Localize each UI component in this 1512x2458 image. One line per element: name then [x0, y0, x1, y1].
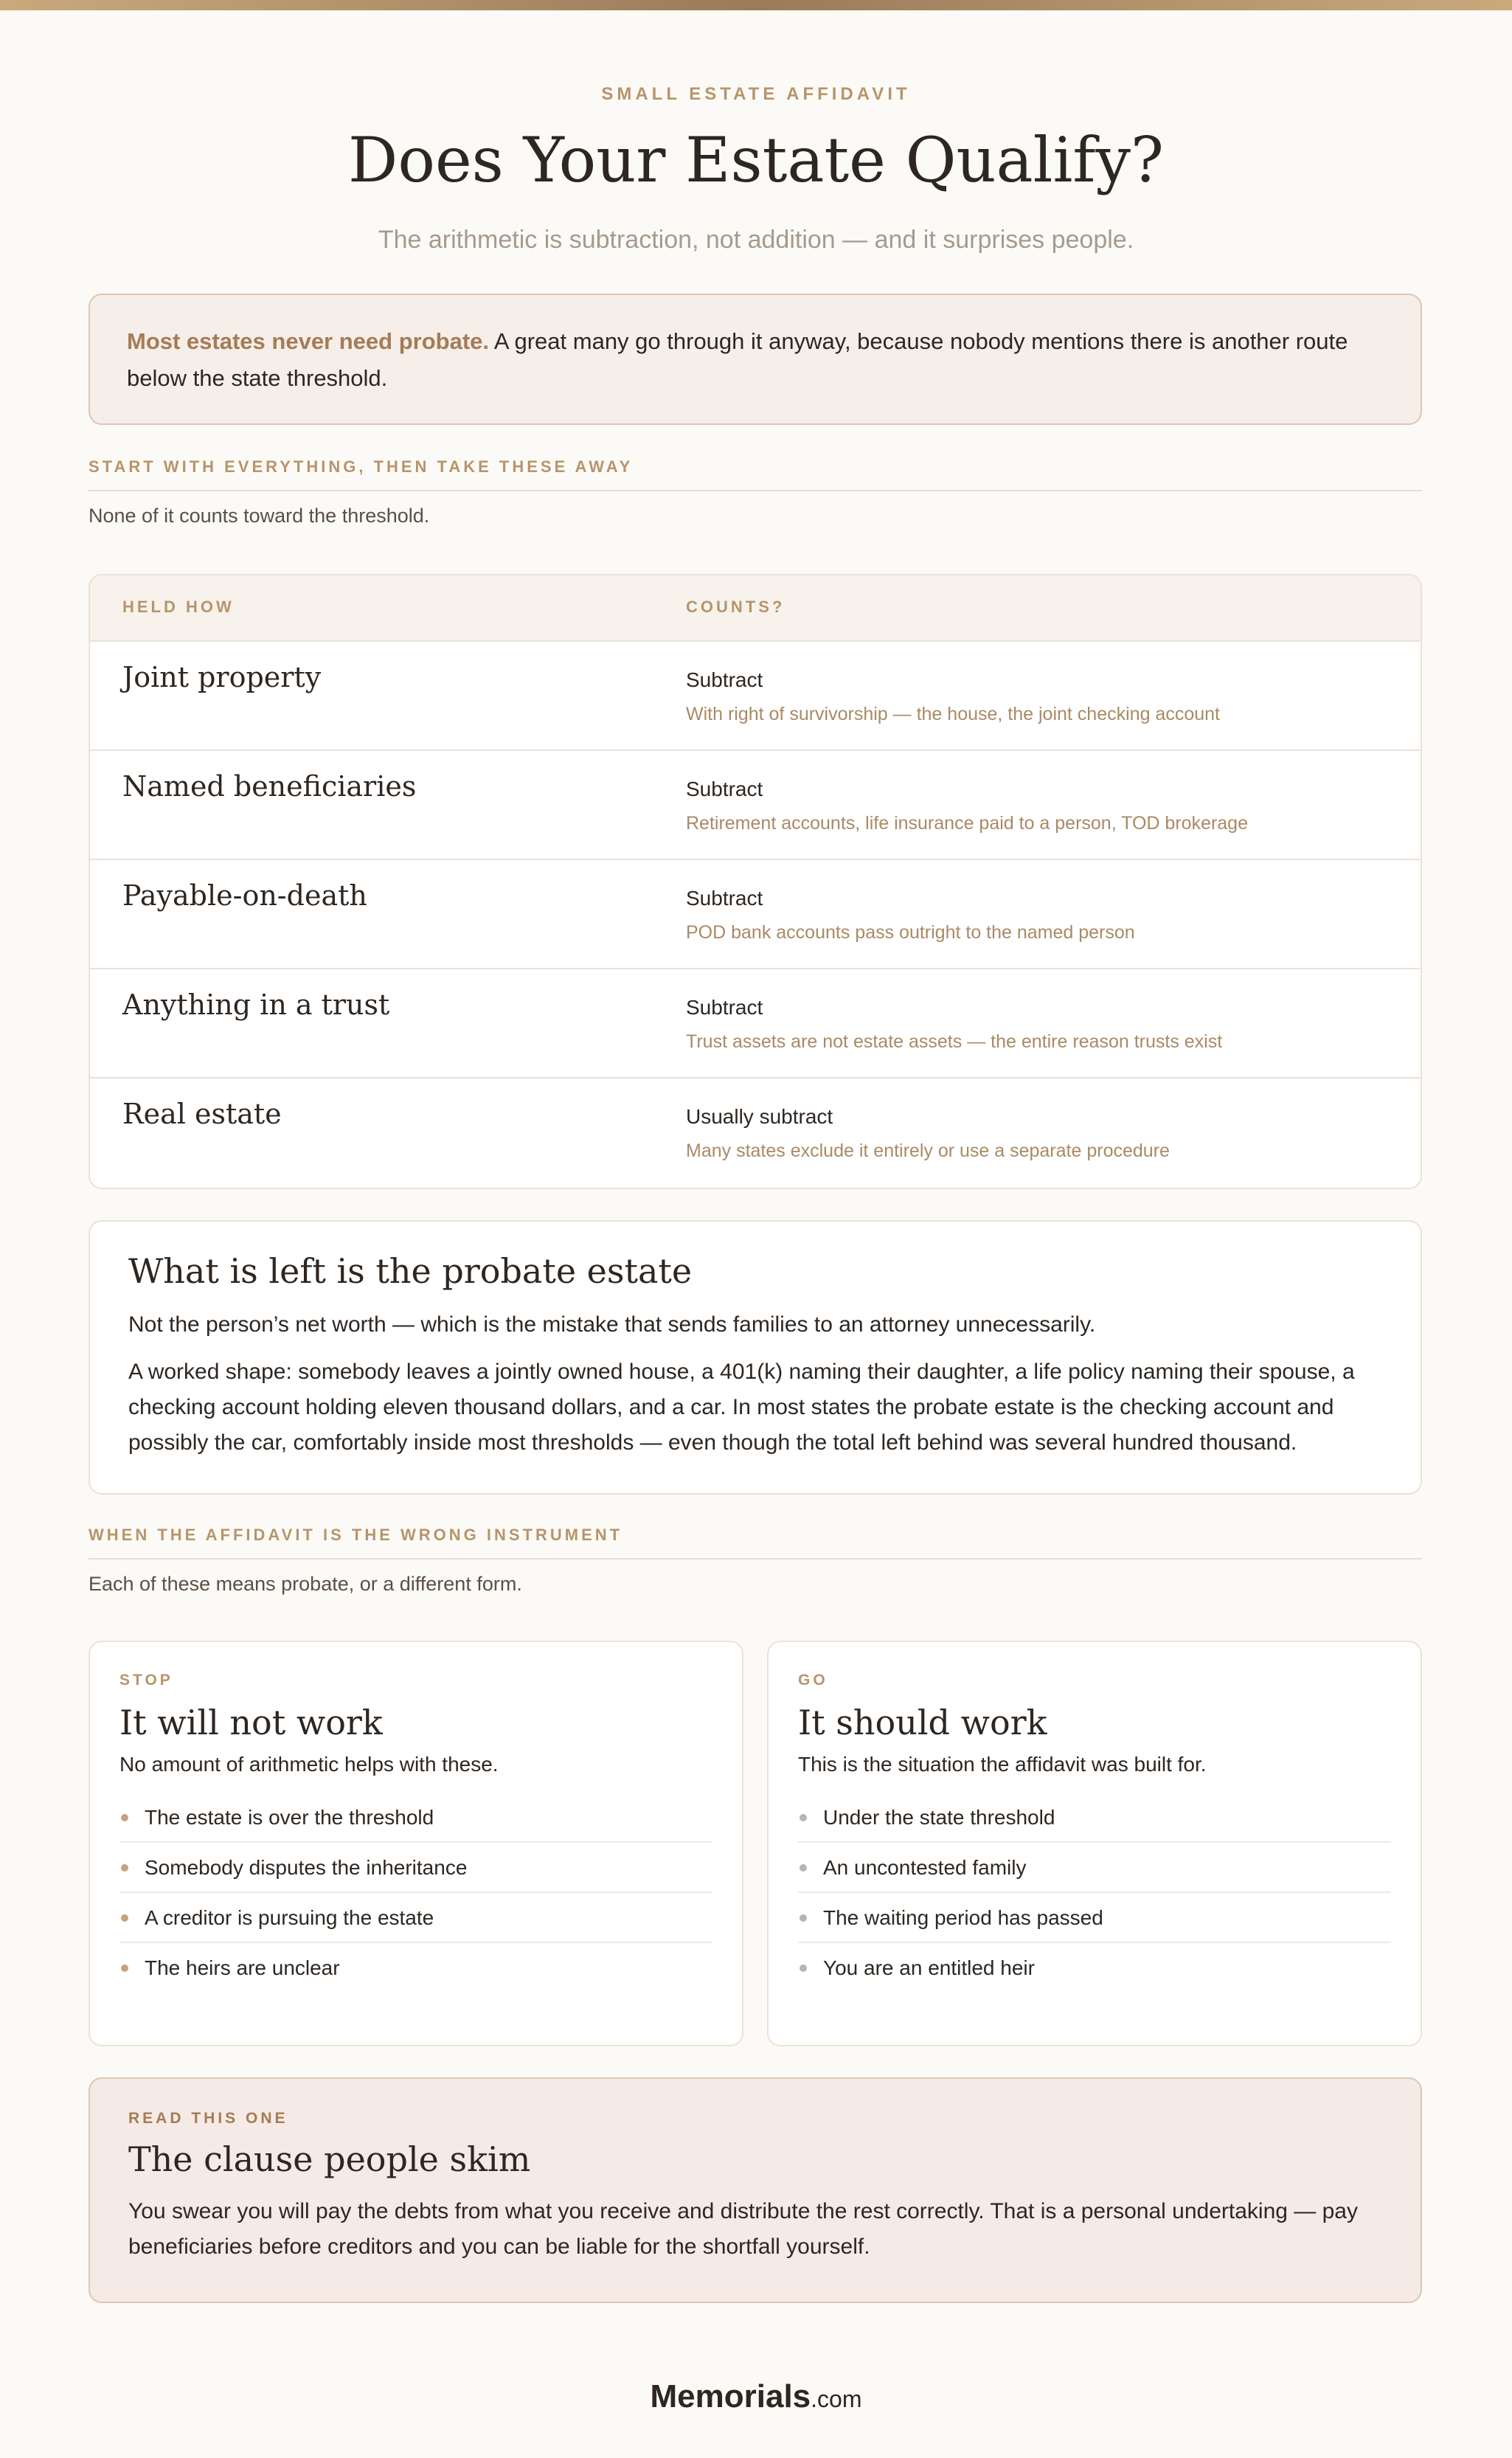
verdict-detail: Many states exclude it entirely or use a separate procedure — [686, 1140, 1170, 1161]
card-title: The clause people skim — [128, 2139, 531, 2179]
list-item-text: The heirs are unclear — [145, 1956, 340, 1979]
page-title: Does Your Estate Qualify? — [348, 124, 1164, 196]
held-how: Joint property — [122, 661, 322, 693]
subtract-table — [89, 574, 1422, 1189]
held-how: Payable-on-death — [122, 879, 367, 912]
verdict: Usually subtract — [686, 1105, 833, 1128]
verdict-detail: POD bank accounts pass outright to the named person — [686, 922, 1135, 943]
card-title: What is left is the probate estate — [128, 1251, 693, 1291]
bullet-icon — [121, 1914, 128, 1922]
card-eyebrow: STOP — [119, 1672, 173, 1689]
list-item — [119, 1843, 712, 1893]
verdict: Subtract — [686, 668, 763, 691]
memorials-logo — [0, 2378, 1512, 2415]
list-item-text: The waiting period has passed — [823, 1906, 1103, 1929]
clause-callout — [89, 2077, 1422, 2303]
section-note: None of it counts toward the threshold. — [89, 505, 430, 527]
bullet-icon — [800, 1814, 807, 1821]
list-item — [798, 1793, 1391, 1843]
list-item-text: An uncontested family — [823, 1856, 1027, 1879]
held-how: Anything in a trust — [122, 989, 390, 1021]
list-item — [119, 1893, 712, 1943]
intro-text: A great many go through it anyway, because nobody mentions there is another route below the state threshold. — [127, 328, 1348, 391]
column-header-held: HELD HOW — [122, 598, 235, 616]
card-eyebrow: GO — [798, 1672, 828, 1689]
logo-suffix: .com — [811, 2386, 862, 2412]
list-item — [798, 1943, 1391, 1993]
section-label: START WITH EVERYTHING, THEN TAKE THESE AWAY — [89, 457, 634, 476]
verdict: Subtract — [686, 887, 763, 910]
card-title: It will not work — [119, 1703, 383, 1742]
probate-estate-card — [89, 1220, 1422, 1495]
bullet-icon — [800, 1864, 807, 1872]
list-item — [119, 1793, 712, 1843]
verdict-detail: Retirement accounts, life insurance paid to a person, TOD brokerage — [686, 813, 1248, 834]
bullet-icon — [121, 1964, 128, 1972]
verdict-detail: Trust assets are not estate assets — the entire reason trusts exist — [686, 1031, 1223, 1052]
list-item-text: A creditor is pursuing the estate — [145, 1906, 434, 1929]
card-paragraph: You swear you will pay the debts from what you receive and distribute the rest correctly. That is a personal undertaking — pay beneficiaries before creditors and you can be liable for the shortfall yourself. — [128, 2199, 1358, 2259]
card-title: It should work — [798, 1703, 1047, 1742]
table-row — [90, 1079, 1421, 1188]
section-note: Each of these means probate, or a different form. — [89, 1573, 522, 1595]
list-item — [119, 1943, 712, 1993]
card-subtitle: No amount of arithmetic helps with these. — [119, 1753, 499, 1776]
card-paragraph: Not the person’s net worth — which is the mistake that sends families to an attorney unnecessarily. — [128, 1312, 1096, 1337]
verdict: Subtract — [686, 996, 763, 1019]
list-item-text: Under the state threshold — [823, 1806, 1055, 1829]
intro-bold: Most estates never need probate. — [127, 328, 489, 354]
table-row — [90, 860, 1421, 969]
table-row — [90, 969, 1421, 1079]
page-subtitle: The arithmetic is subtraction, not addition — and it surprises people. — [378, 226, 1134, 254]
held-how: Named beneficiaries — [122, 770, 417, 803]
bullet-icon — [121, 1864, 128, 1872]
divider — [89, 1558, 1422, 1559]
table-row — [90, 751, 1421, 860]
verdict-detail: With right of survivorship — the house, the joint checking account — [686, 704, 1220, 724]
list-item-text: The estate is over the threshold — [145, 1806, 434, 1829]
card-eyebrow: READ THIS ONE — [128, 2110, 288, 2127]
page-eyebrow: SMALL ESTATE AFFIDAVIT — [601, 84, 911, 104]
intro-callout — [89, 294, 1422, 425]
divider — [89, 490, 1422, 491]
section-label: WHEN THE AFFIDAVIT IS THE WRONG INSTRUMENT — [89, 1526, 623, 1544]
list-item-text: Somebody disputes the inheritance — [145, 1856, 468, 1879]
card-paragraph: A worked shape: somebody leaves a jointly owned house, a 401(k) naming their daughter, a life policy naming their spouse, a checking account holding eleven thousand dollars, and a car. In most states the probate estate is the checking account and possibly the car, comfortably inside most thresholds — even though the total left behind was several hundred thousand. — [128, 1360, 1355, 1455]
held-how: Real estate — [122, 1098, 282, 1130]
stop-card — [89, 1641, 743, 2046]
list-item-text: You are an entitled heir — [823, 1956, 1035, 1979]
subtract-section-header — [89, 457, 1422, 527]
card-subtitle: This is the situation the affidavit was built for. — [798, 1753, 1207, 1776]
bullet-icon — [800, 1964, 807, 1972]
wrong-instrument-section-header — [89, 1526, 1422, 1596]
stop-list — [119, 1793, 712, 1993]
go-list — [798, 1793, 1391, 1993]
verdict: Subtract — [686, 778, 763, 800]
table-header — [90, 575, 1421, 642]
table-row — [90, 642, 1421, 751]
bullet-icon — [121, 1814, 128, 1821]
bullet-icon — [800, 1914, 807, 1922]
list-item — [798, 1893, 1391, 1943]
go-card — [767, 1641, 1422, 2046]
logo-text: Memorials — [650, 2378, 811, 2414]
list-item — [798, 1843, 1391, 1893]
column-header-counts: COUNTS? — [686, 598, 786, 616]
top-accent-bar — [0, 0, 1512, 10]
